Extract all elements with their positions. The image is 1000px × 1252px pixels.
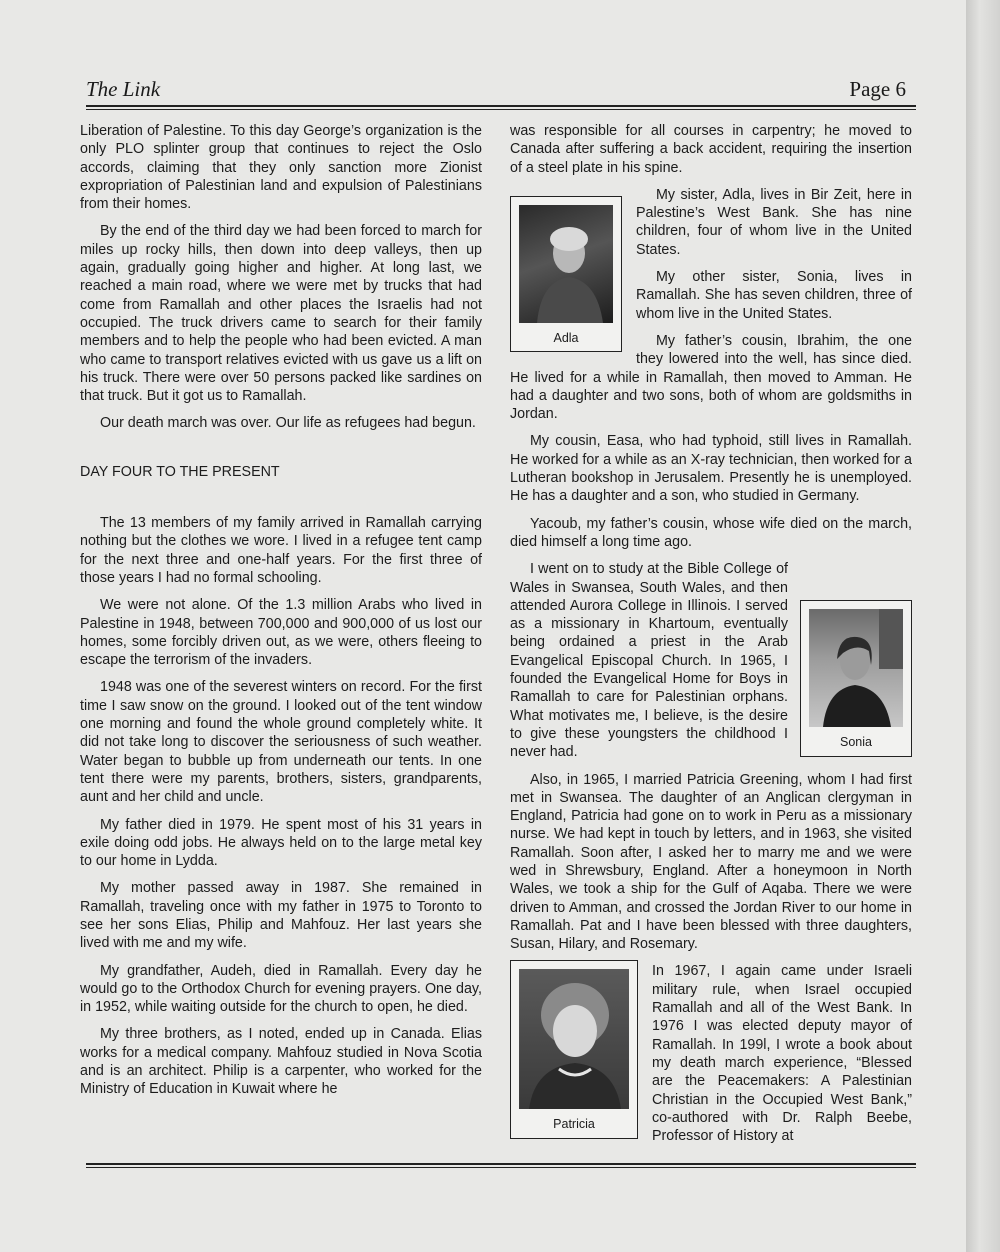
left-paragraph-5: We were not alone. Of the 1.3 million Arabs who lived in Palestine in 1948, between 700,000 and 900,000 of us lost our homes, some forcibly driven out, as we were, others fleeing to escape the terrorism of the invaders. — [80, 597, 482, 669]
page-header — [86, 78, 916, 104]
header-rule-top — [86, 105, 916, 107]
portrait-adla-image — [519, 205, 613, 323]
left-paragraph-9: My grandfather, Audeh, died in Ramallah. Every day he would go to the Orthodox Church for evening prayers. One day, in 1952, while waiting outside for the church to open, he died. — [80, 962, 482, 1016]
right-paragraph-9: In 1967, I again came under Israeli military rule, when Israel occupied Ramallah and all of the West Bank. In 1976 I was elected deputy mayor of Ramallah. In 199l, I wrote a book about my death march experience, “Blessed are the Peacemakers: A Palestinian Christian in the Occupied West Bank,” co-authored with Dr. Ralph Beebe, Professor of History at — [652, 963, 912, 1145]
portrait-sonia-figure — [809, 609, 903, 727]
left-paragraph-3: Our death march was over. Our life as refugees had begun. — [100, 415, 476, 432]
right-paragraph-5: My cousin, Easa, who had typhoid, still lives in Ramallah. He worked for a while as an X-ray technician, then worked for a Lutheran bookshop in Jerusalem. Presently he is unemployed. He has a daughter and a son, who studied in Germany. — [510, 433, 912, 505]
photo-adla — [510, 196, 622, 352]
portrait-adla-figure — [519, 205, 613, 323]
left-paragraph-4: The 13 members of my family arrived in Ramallah carrying nothing but the clothes we wore. I lived in a refugee tent camp for the next three and one-half years. For the first three of those years I had no formal schooling. — [80, 515, 482, 586]
left-paragraph-1: Liberation of Palestine. To this day George’s organization is the only PLO splinter group that continues to reject the Oslo accords, claiming that they only sanction more Zionist expropriation of Palestinian land and expulsion of Palestinians from their homes. — [80, 123, 482, 213]
right-paragraph-4: My father’s cousin, Ibrahim, the one they lowered into the well, has since died. He lived for a while in Ramallah, then moved to Amman. He had a daughter and two sons, both of whom are goldsmiths in Jordan. — [510, 332, 912, 423]
left-paragraph-6: 1948 was one of the severest winters on record. For the first time I saw snow on the ground. I looked out of the tent window one morning and found the whole ground completely white. It did not take long to discover the seriousness of such weather. Water began to bubble up from underneath our tents. In one tent there were my parents, brothers, sisters, grandparents, aunt and her child and uncle. — [80, 679, 482, 806]
footer-rule-bottom — [86, 1167, 916, 1168]
section-heading: DAY FOUR TO THE PRESENT — [80, 463, 280, 480]
right-paragraph-3: My other sister, Sonia, lives in Ramallah. She has seven children, three of whom live in the United States. — [636, 269, 912, 322]
footer-rule-top — [86, 1163, 916, 1165]
portrait-patricia-image — [519, 969, 629, 1109]
caption-patricia: Patricia — [553, 1117, 595, 1132]
portrait-patricia-figure — [519, 969, 629, 1109]
portrait-sonia-image — [809, 609, 903, 727]
left-paragraph-2: By the end of the third day we had been forced to march for miles up rocky hills, then down into deep valleys, then up again, gradually going higher and higher. At long last, we reached a main road, where we were met by trucks that had come from Ramallah and other places the Israelis had not occupied. The truck drivers came to search for their family members and to help the people who had been evicted. A man who came to transport relatives evicted with us gave us a lift on his truck. There were over 50 persons packed like sardines on that truck. But it got us to Ramallah. — [80, 223, 482, 405]
newsletter-title: The Link — [86, 77, 161, 101]
page-fold-edge — [966, 0, 1000, 1252]
right-paragraph-1: was responsible for all courses in carpentry; he moved to Canada after suffering a back accident, requiring the insertion of a steel plate in his spine. — [510, 123, 912, 176]
page-number: Page 6 — [849, 77, 906, 101]
left-paragraph-7: My father died in 1979. He spent most of his 31 years in exile doing odd jobs. He always held on to the large metal key to our home in Lydda. — [80, 816, 482, 870]
caption-adla: Adla — [553, 330, 579, 345]
photo-patricia — [510, 960, 638, 1138]
right-column — [510, 122, 912, 1154]
header-rule-bottom — [86, 109, 916, 110]
right-paragraph-6: Yacoub, my father’s cousin, whose wife died on the march, died himself a long time ago. — [510, 515, 912, 550]
caption-sonia: Sonia — [840, 735, 872, 750]
left-paragraph-10: My three brothers, as I noted, ended up in Canada. Elias works for a medical company. Mahfouz studied in Nova Scotia and is an architect. Philip is a carpenter, who worked for the Ministry of Education in Kuwait where he — [80, 1026, 482, 1098]
right-paragraph-2: My sister, Adla, lives in Bir Zeit, here in Palestine’s West Bank. She has nine children, four of whom live in the United States. — [636, 186, 912, 258]
right-paragraph-8: Also, in 1965, I married Patricia Greening, whom I had first met in Swansea. The daughter of an Anglican clergyman in England, Patricia had gone on to work in Peru as a missionary nurse. We had kept in touch by letters, and in 1963, she visited Ramallah. Soon after, I asked her to marry me and we were wed in Shrewsbury, England. After a honeymoon in North Wales, we took a ship for the Gulf of Aqaba. There we were driven to Amman, and crossed the Jordan River to our home in Ramallah. Pat and I have been blessed with three daughters, Susan, Hilary, and Rosemary. — [510, 771, 912, 953]
photo-sonia — [800, 600, 912, 756]
left-column — [80, 122, 482, 1108]
left-paragraph-8: My mother passed away in 1987. She remained in Ramallah, traveling once with my father in 1975 to Toronto to see her sons Elias, Philip and Mahfouz. Her last years she lived with me and my wife. — [80, 880, 482, 952]
right-paragraph-7: I went on to study at the Bible College of Wales in Swansea, South Wales, and then attended Aurora College in Illinois. I served as a missionary in Khartoum, eventually being ordained a priest in the Arab Evangelical Episcopal Church. In 1965, I founded the Evangelical Home for Boys in Ramallah to care for Palestinian orphans. What motivates me, I believe, is the desire to give these youngsters the childhood I never had. — [510, 561, 788, 761]
